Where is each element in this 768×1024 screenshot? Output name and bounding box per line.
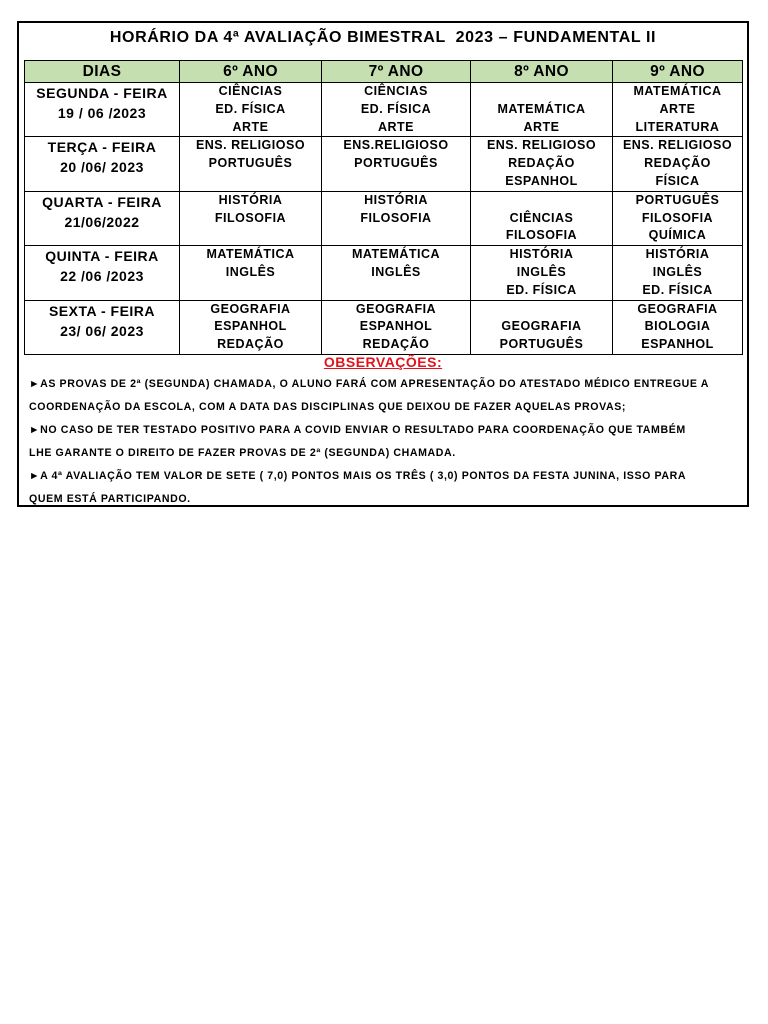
- subject-label: ED. FÍSICA: [360, 101, 432, 116]
- subject-label: MATEMÁTICA: [351, 247, 441, 262]
- header-dias: DIAS: [25, 61, 180, 83]
- table-row: [25, 137, 743, 191]
- subject-label: MATEMÁTICA: [206, 247, 295, 262]
- subject-cell: [613, 246, 743, 300]
- subject-label: HISTÓRIA: [509, 247, 574, 262]
- day-cell: [25, 83, 180, 137]
- subject-label: HISTÓRIA: [364, 192, 428, 207]
- subject-cell: [471, 300, 613, 354]
- subject-label: ARTE: [659, 101, 696, 116]
- subject-cell: [180, 191, 322, 245]
- subject-label: ARTE: [232, 119, 269, 134]
- subject-label: MATEMÁTICA: [497, 101, 586, 116]
- subject-cell: [322, 300, 471, 354]
- observation-line: QUEM ESTÁ PARTICIPANDO.: [29, 493, 191, 505]
- subject-label: FÍSICA: [655, 173, 700, 188]
- subject-label: LITERATURA: [635, 119, 720, 134]
- subject-label: ED. FÍSICA: [506, 282, 577, 297]
- subject-label: PORTUGUÊS: [635, 192, 720, 207]
- subject-label: REDAÇÃO: [362, 337, 430, 352]
- subject-label: GEOGRAFIA: [355, 301, 437, 316]
- table-row: [25, 191, 743, 245]
- subject-cell: [613, 83, 743, 137]
- subject-label: REDAÇÃO: [217, 337, 284, 352]
- subject-label: MATEMÁTICA: [633, 84, 722, 98]
- subject-cell: [613, 191, 743, 245]
- subject-label: ENS. RELIGIOSO: [486, 138, 597, 153]
- observation-line: ►AS PROVAS DE 2ª (SEGUNDA) CHAMADA, O ALUNO FARÁ COM APRESENTAÇÃO DO ATESTADO MÉDICO ENTREGUE A: [29, 378, 709, 390]
- subject-cell: [180, 300, 322, 354]
- subject-cell: [180, 83, 322, 137]
- subject-cell: [471, 83, 613, 137]
- header-8-ano: 8º ANO: [471, 61, 613, 83]
- day-date: 22 /06 /2023: [60, 268, 144, 285]
- subject-label: CIÊNCIAS: [364, 84, 428, 98]
- subject-label: ESPANHOL: [505, 173, 578, 188]
- subject-label: ESPANHOL: [214, 319, 287, 334]
- day-date: 21/06/2022: [64, 213, 140, 230]
- subject-cell: [180, 137, 322, 191]
- subject-label: HISTÓRIA: [218, 192, 283, 207]
- subject-cell: [322, 191, 471, 245]
- subject-cell: [471, 137, 613, 191]
- subject-label: GEOGRAFIA: [501, 319, 582, 334]
- subject-label: FILOSOFIA: [641, 210, 714, 225]
- observation-line: COORDENAÇÃO DA ESCOLA, COM A DATA DAS DISCIPLINAS QUE DEIXOU DE FAZER AQUELAS PROVAS;: [29, 401, 626, 413]
- table-row: [25, 300, 743, 354]
- schedule-sheet: [17, 21, 749, 507]
- subject-cell: [471, 246, 613, 300]
- subject-label: HISTÓRIA: [645, 247, 710, 262]
- subject-label: PORTUGUÊS: [354, 156, 438, 171]
- subject-label: REDAÇÃO: [644, 156, 711, 171]
- subject-label: [540, 83, 544, 101]
- day-date: 19 / 06 /2023: [57, 105, 147, 121]
- day-cell: [25, 191, 180, 245]
- day-name: QUINTA - FEIRA: [45, 248, 159, 265]
- subject-label: CIÊNCIAS: [218, 84, 283, 98]
- subject-label: PORTUGUÊS: [208, 156, 293, 171]
- header-7-ano: 7º ANO: [322, 61, 471, 83]
- subject-label: FILOSOFIA: [505, 228, 578, 243]
- observations-title: OBSERVAÇÕES:: [323, 354, 443, 370]
- subject-label: ENS. RELIGIOSO: [195, 138, 306, 153]
- subject-label: [540, 301, 544, 319]
- subject-cell: [180, 246, 322, 300]
- header-6-ano: 6º ANO: [180, 61, 322, 83]
- schedule-table: [24, 60, 743, 355]
- subject-cell: [613, 137, 743, 191]
- day-date: 23/ 06/ 2023: [60, 322, 144, 339]
- subject-cell: [613, 300, 743, 354]
- day-name: SEGUNDA - FEIRA: [36, 85, 168, 101]
- subject-label: FILOSOFIA: [214, 210, 287, 225]
- subject-label: QUÍMICA: [648, 228, 707, 243]
- subject-label: PORTUGUÊS: [499, 337, 584, 352]
- day-date: 20 /06/ 2023: [60, 159, 144, 176]
- subject-label: [540, 192, 544, 210]
- subject-label: GEOGRAFIA: [210, 301, 291, 316]
- table-row: [25, 246, 743, 300]
- subject-label: INGLÊS: [652, 264, 703, 279]
- day-name: TERÇA - FEIRA: [47, 139, 157, 156]
- subject-label: ED. FÍSICA: [642, 282, 713, 297]
- subject-label: BIOLOGIA: [644, 319, 711, 334]
- subject-cell: [322, 246, 471, 300]
- subject-label: CIÊNCIAS: [509, 210, 574, 225]
- subject-label: ESPANHOL: [641, 337, 714, 352]
- subject-label: ESPANHOL: [359, 319, 433, 334]
- day-cell: [25, 246, 180, 300]
- table-row: [25, 83, 743, 137]
- table-header-row: [25, 61, 743, 83]
- day-cell: [25, 300, 180, 354]
- subject-label: INGLÊS: [516, 264, 567, 279]
- day-name: QUARTA - FEIRA: [42, 193, 162, 210]
- observation-line: ►NO CASO DE TER TESTADO POSITIVO PARA A COVID ENVIAR O RESULTADO PARA COORDENAÇÃO QUE TAMBÉM: [29, 424, 686, 436]
- subject-label: ENS. RELIGIOSO: [622, 138, 733, 153]
- subject-label: ARTE: [523, 119, 560, 134]
- subject-label: INGLÊS: [225, 264, 276, 279]
- observation-line: ►A 4ª AVALIAÇÃO TEM VALOR DE SETE ( 7,0) PONTOS MAIS OS TRÊS ( 3,0) PONTOS DA FESTA JUNINA, ISSO PARA: [29, 470, 687, 482]
- header-9-ano: 9º ANO: [613, 61, 743, 83]
- subject-label: ENS.RELIGIOSO: [343, 138, 449, 153]
- day-cell: [25, 137, 180, 191]
- subject-label: GEOGRAFIA: [637, 301, 718, 316]
- subject-cell: [322, 83, 471, 137]
- subject-cell: [322, 137, 471, 191]
- subject-label: INGLÊS: [371, 264, 421, 279]
- subject-cell: [471, 191, 613, 245]
- subject-label: ARTE: [377, 119, 415, 134]
- subject-label: ED. FÍSICA: [215, 101, 286, 116]
- day-name: SEXTA - FEIRA: [48, 302, 156, 319]
- observation-line: LHE GARANTE O DIREITO DE FAZER PROVAS DE 2ª (SEGUNDA) CHAMADA.: [29, 447, 456, 459]
- page-title: HORÁRIO DA 4ª AVALIAÇÃO BIMESTRAL 2023 – FUNDAMENTAL II: [109, 29, 657, 46]
- subject-label: FILOSOFIA: [360, 210, 432, 225]
- subject-label: REDAÇÃO: [508, 156, 575, 171]
